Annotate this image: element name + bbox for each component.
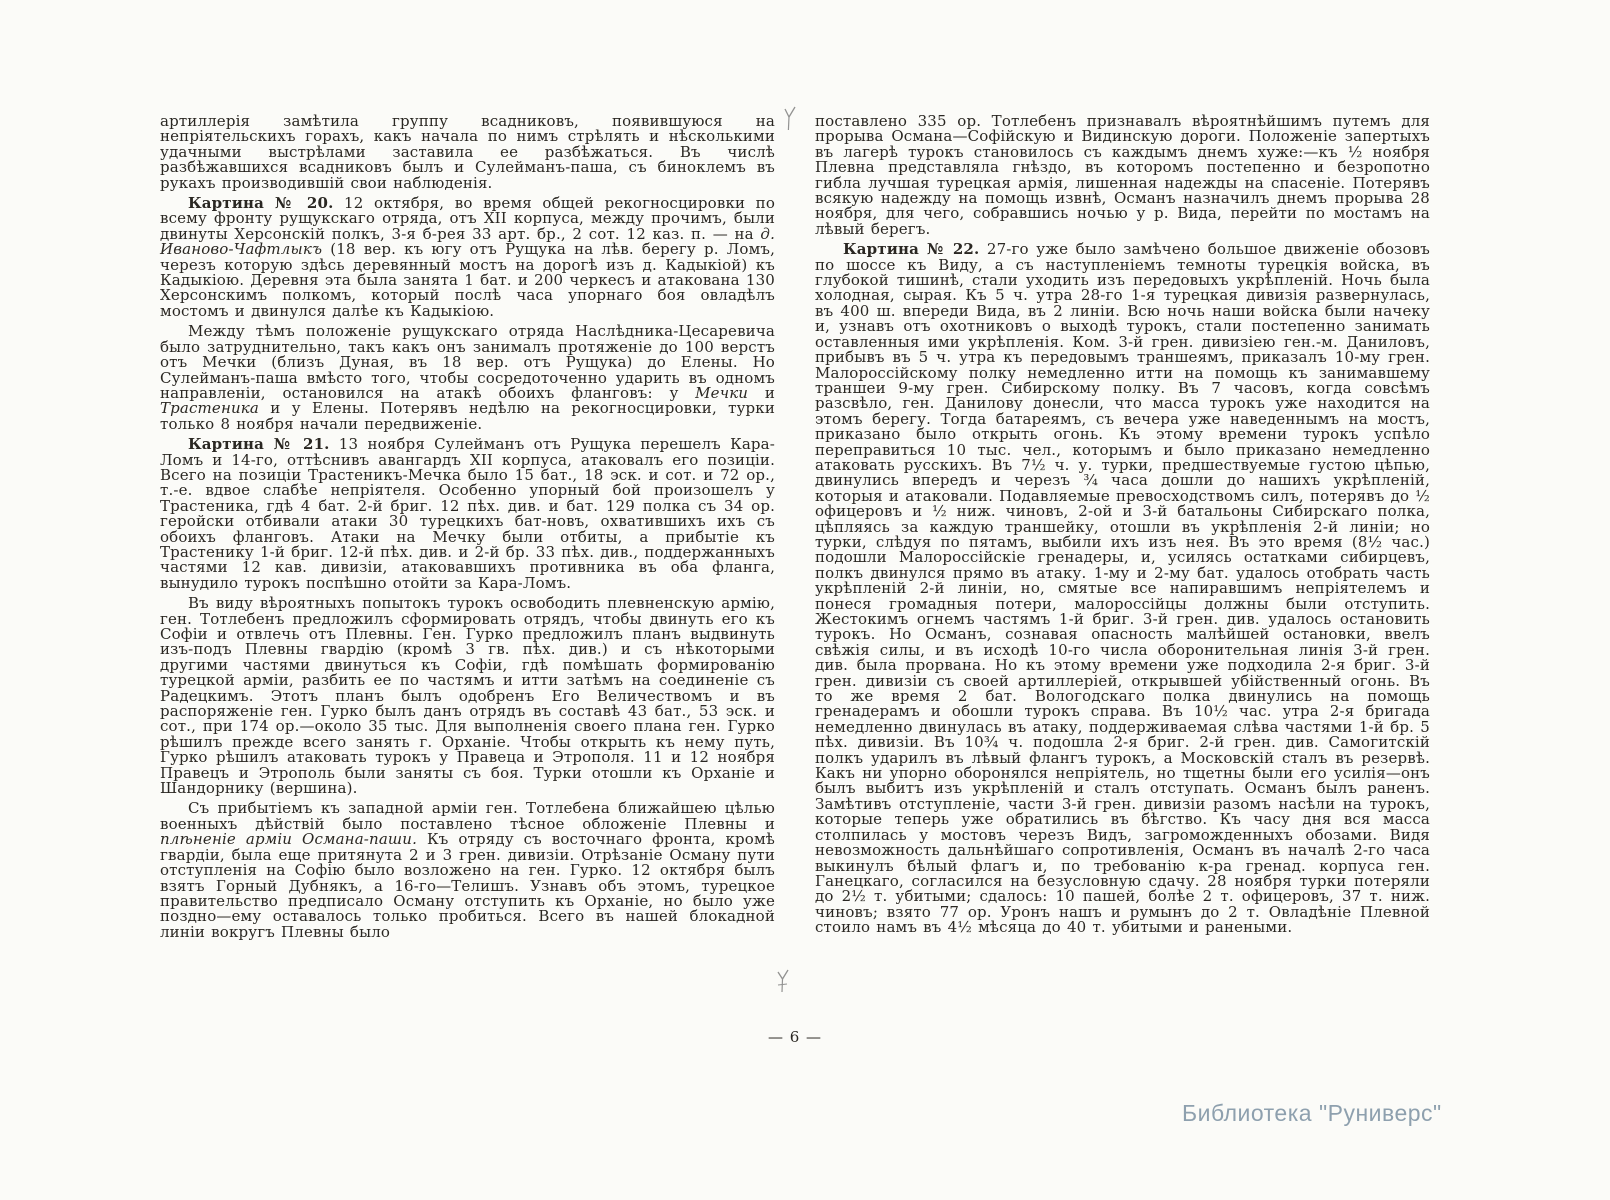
paragraph-text: плѣненіе арміи Османа-паши. — [160, 830, 418, 849]
page-number: — 6 — — [767, 1028, 823, 1046]
paragraph — [160, 437, 775, 591]
paragraph-text: Съ прибытіемъ къ западной арміи ген. Тотлебена ближайшею цѣлью военныхъ дѣйствій было поставлено тѣсное обложеніе Плевны и — [160, 799, 775, 833]
library-watermark: Библиотека "Руниверс" — [1182, 1100, 1442, 1126]
paragraph-text: Мечки — [695, 383, 749, 402]
paragraph-heading: Картина № 22. — [843, 240, 980, 259]
left-column — [160, 114, 775, 945]
paragraph-text: и у Елены. Потерявъ недѣлю на рекогносцировки, турки только 8 ноября начали передвиженіе. — [160, 399, 775, 433]
paragraph-text: 12 октября, во время общей рекогносцировки по всему фронту рущукскаго отряда, отъ XII корпуса, между прочимъ, были двинуты Херсонскій полкъ, 3-я б-рея 33 арт. бр., 2 сот. 12 каз. п. — на — [160, 194, 775, 243]
paragraph — [160, 596, 775, 796]
paragraph — [815, 242, 1430, 935]
paragraph — [160, 324, 775, 432]
paragraph-text: (18 вер. къ югу отъ Рущука на лѣв. берегу р. Ломъ, черезъ которую здѣсь деревянный мостъ на дорогѣ изъ д. Кадыкіой) къ Кадыкіою. Деревня эта была занята 1 бат. и 200 черкесъ и атакована 130 Херсонскимъ полкомъ, который послѣ часа упорнаго боя овладѣлъ мостомъ и двинулся далѣе къ Кадыкіою. — [160, 240, 775, 320]
pencil-check-mark-icon — [783, 106, 797, 132]
paragraph-text: поставлено 335 ор. Тотлебенъ признавалъ вѣроятнѣйшимъ путемъ для прорыва Османа—Софійскую и Видинскую дороги. Положеніе запертыхъ въ лагерѣ турокъ становилось съ каждымъ днемъ хуже:—къ ½ ноября Плевна представляла гнѣздо, въ которомъ постепенно и безропотно гибла лучшая турецкая армія, лишенная надежды на спасеніе. Потерявъ всякую надежду на помощь извнѣ, Османъ назначилъ днемъ прорыва 28 ноября, для чего, собравшись ночью у р. Вида, перейти по мостамъ на лѣвый берегъ. — [815, 112, 1430, 238]
right-column — [815, 114, 1430, 945]
text-columns — [160, 114, 1430, 945]
paragraph — [160, 114, 775, 191]
paragraph-text: 27-го уже было замѣчено большое движеніе обозовъ по шоссе къ Виду, а съ наступленіемъ темноты турецкія войска, въ глубокой тишинѣ, стали уходить изъ передовыхъ укрѣпленій. Ночь была холодная, сырая. Къ 5 ч. утра 28-го 1-я турецкая дивизія развернулась, въ 400 ш. впереди Вида, въ 2 линіи. Всю ночь наши войска были начеку и, узнавъ отъ охотниковъ о выходѣ турокъ, стали постепенно занимать оставленныя ими укрѣпленія. Ком. 3-й грен. дивизіею ген.-м. Даниловъ, прибывъ въ 5 ч. утра къ передовымъ траншеямъ, приказалъ 10-му грен. Малороссійскому полку немедленно итти на помощь къ занимавшему траншеи 9-му грен. Сибирскому полку. Въ 7 часовъ, когда совсѣмъ разсвѣло, ген. Данилову донесли, что масса турокъ уже находится на этомъ берегу. Тогда батареямъ, съ вечера уже наведеннымъ на мостъ, приказано было открыть огонь. Къ этому времени турокъ успѣло переправиться 10 тыс. чел., которымъ и было приказано немедленно атаковать русскихъ. Въ 7½ ч. у. турки, предшествуемые густою цѣпью, двинулись впередъ и черезъ ¾ часа дошли до нашихъ укрѣпленій, которыя и атаковали. Подавляемые превосходствомъ силъ, потерявъ до ½ офицеровъ и ½ ниж. чиновъ, 2-ой и 3-й батальоны Сибирскаго полка, цѣпляясь за каждую траншейку, отошли въ укрѣпленія 2-й линіи; но турки, слѣдуя по пятамъ, выбили ихъ изъ нея. Въ это время (8½ час.) подошли Малороссійскіе гренадеры, и, усилясь остатками сибирцевъ, полкъ двинулся прямо въ атаку. 1-му и 2-му бат. удалось отобрать часть укрѣпленій 2-й линіи, но, смятые все напиравшимъ непріятелемъ и понеся громадныя потери, малороссійцы должны были отступить. Жестокимъ огнемъ частямъ 1-й бриг. 3-й грен. див. удалось остановить турокъ. Но Османъ, сознавая опасность малѣйшей остановки, ввелъ свѣжія силы, и въ исходѣ 10-го числа оборонительная линія 3-й грен. див. была прорвана. Но къ этому времени уже подходила 2-я бриг. 3-й грен. дивизіи съ своей артиллеріей, открывшей убійственный огонь. Въ то же время 2 бат. Вологодскаго полка двинулись на помощь гренадерамъ и обошли турокъ справа. Въ 10½ час. утра 2-я бригада немедленно двинулась въ атаку, поддерживаемая слѣва частями 1-й бр. 5 пѣх. дивизіи. Въ 10¾ ч. подошла 2-я бриг. 2-й грен. див. Самогитскій полкъ ударилъ въ лѣвый флангъ турокъ, а Московскій сталъ въ резервѣ. Какъ ни упорно оборонялся непріятель, но тщетны были его усилія—онъ былъ выбитъ изъ укрѣпленій и сталъ отступать. Османъ былъ раненъ. Замѣтивъ отступленіе, части 3-й грен. дивизіи разомъ насѣли на турокъ, которые теперь уже обратились въ бѣгство. Къ часу дня вся масса столпилась у мостовъ черезъ Видъ, загроможденныхъ обозами. Видя невозможность дальнѣйшаго сопротивленія, Османъ въ началѣ 2-го часа выкинулъ бѣлый флагъ и, по требованію к-ра гренад. корпуса ген. Ганецкаго, согласился на безусловную сдачу. 28 ноября турки потеряли до 2½ т. убитыми; сдалось: 10 пашей, болѣе 2 т. офицеровъ, 37 т. ниж. чиновъ; взято 77 ор. Уронъ нашъ и румынъ до 2 т. Овладѣніе Плевной стоило намъ въ 4½ мѣсяца до 40 т. убитыми и ранеными. — [815, 240, 1430, 937]
paragraph — [160, 196, 775, 319]
paragraph — [815, 114, 1430, 237]
paragraph-text: Въ виду вѣроятныхъ попытокъ турокъ освободить плевненскую армію, ген. Тотлебенъ предложилъ сформировать отрядъ, чтобы двинуть его къ Софіи и отвлечь отъ Плевны. Ген. Гурко предложилъ планъ выдвинуть изъ-подъ Плевны гвардію (кромѣ 3 гв. пѣх. див.) и съ нѣкоторыми другими частями двинуться къ Софіи, гдѣ помѣшать формированію турецкой арміи, разбить ее по частямъ и итти затѣмъ на соединеніе съ Радецкимъ. Этотъ планъ былъ одобренъ Его Величествомъ и въ распоряженіе ген. Гурко былъ данъ отрядъ въ составѣ 43 бат., 53 эск. и сот., при 174 ор.—около 35 тыс. Для выполненія своего плана ген. Гурко рѣшилъ прежде всего занять г. Орханіе. Чтобы открыть къ нему путь, Гурко рѣшилъ атаковать турокъ у Правеца и Этрополя. 11 и 12 ноября Правецъ и Этрополь были заняты съ боя. Турки отошли къ Орханіе и Шандорнику (вершина). — [160, 594, 775, 798]
paragraph-text: д. Иваново-Чафтлыкъ — [160, 224, 775, 259]
paragraph — [160, 801, 775, 940]
paragraph-heading: Картина № 20. — [188, 194, 334, 213]
paragraph-text: артиллерія замѣтила группу всадниковъ, появившуюся на непріятельскихъ горахъ, какъ начала по нимъ стрѣлять и нѣсколькими удачными выстрѣлами заставила ее разбѣжаться. Въ числѣ разбѣжавшихся всадниковъ былъ и Сулейманъ-паша, съ биноклемъ въ рукахъ производившій свои наблюденія. — [160, 112, 775, 192]
paragraph-text: и — [748, 383, 776, 402]
paragraph-text: Между тѣмъ положеніе рущукскаго отряда Наслѣдника-Цесаревича было затруднительно, такъ какъ онъ занималъ протяженіе до 100 верстъ отъ Мечки (близъ Дуная, въ 18 вер. отъ Рущука) до Елены. Но Сулейманъ-паша вмѣсто того, чтобы сосредоточенно ударить въ одномъ направленіи, остановился на атакѣ обоихъ фланговъ: у — [160, 322, 775, 402]
paragraph-heading: Картина № 21. — [188, 435, 330, 454]
paragraph-text: Трастеника — [160, 399, 259, 418]
paragraph-text: 13 ноября Сулейманъ отъ Рущука перешелъ Кара-Ломъ и 14-го, оттѣснивъ авангардъ XII корпуса, атаковалъ его позиціи. Всего на позиціи Трастеникъ-Мечка было 15 бат., 18 эск. и сот. и 72 ор., т.-е. вдвое слабѣе непріятеля. Особенно упорный бой произошелъ у Трастеника, гдѣ 4 бат. 2-й бриг. 12 пѣх. див. и бат. 129 полка съ 34 ор. геройски отбивали атаки 30 турецкихъ бат-новъ, охватившихъ ихъ съ обоихъ фланговъ. Атаки на Мечку были отбиты, а прибытіе къ Трастенику 1-й бриг. 12-й пѣх. див. и 2-й бр. 33 пѣх. див., поддержанныхъ частями 12 кав. дивизіи, атаковавшихъ противника въ оба фланга, вынудило турокъ поспѣшно отойти за Кара-Ломъ. — [160, 435, 775, 592]
paragraph-text: Къ отряду съ восточнаго фронта, кромѣ гвардіи, была еще притянута 2 и 3 грен. дивизіи. Отрѣзаніе Осману пути отступленія на Софію было возложено на ген. Гурко. 12 октября былъ взятъ Горный Дубнякъ, а 16-го—Телишъ. Узнавъ объ этомъ, турецкое правительство предписало Осману отступить къ Орханіе, но было уже поздно—ему оставалось только пробиться. Всего въ нашей блокадной линіи вокругъ Плевны было — [160, 830, 775, 941]
pencil-check-mark-icon — [776, 968, 790, 994]
